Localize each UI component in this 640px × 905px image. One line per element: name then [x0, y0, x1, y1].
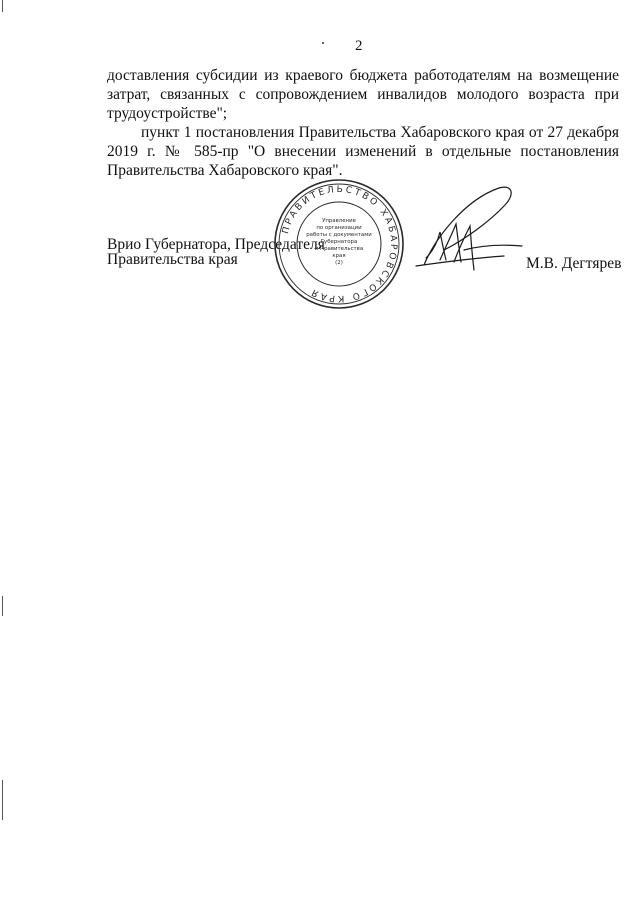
- scan-speck: [322, 42, 324, 44]
- signatory-name: М.В. Дегтярев: [526, 255, 622, 272]
- scan-edge-mark: [2, 0, 3, 12]
- scan-edge-mark: [2, 596, 3, 616]
- scan-edge-mark: [2, 780, 3, 820]
- svg-text:Управление: Управление: [322, 218, 356, 224]
- stamp-outer-text: ПРАВИТЕЛЬСТВО ХАБАРОВСКОГО КРАЯ: [280, 184, 399, 304]
- svg-text:работы с документами: работы с документами: [306, 232, 372, 238]
- svg-text:по организации: по организации: [316, 225, 362, 231]
- svg-text:края: края: [332, 253, 346, 259]
- signatory-position-line1: Врио Губернатора, Председателя: [107, 236, 325, 253]
- stamp-inner-text: [306, 218, 372, 266]
- body-paragraph-1: доставления субсидии из краевого бюджета работодателям на возмещение затрат, связанных с сопровождением инвалидов молодого возраста при трудоустройстве";: [107, 67, 619, 122]
- signatory-position-line2: Правительства края: [107, 251, 238, 268]
- svg-text:Губернатора: Губернатора: [320, 239, 358, 245]
- official-stamp: [272, 177, 406, 311]
- svg-text:(2): (2): [335, 260, 343, 266]
- body-paragraph-2: пункт 1 постановления Правительства Хабаровского края от 27 декабря 2019 г. № 585-пр "О внесении изменений в отдельные постановления Правительства Хабаровского края".: [107, 124, 619, 179]
- svg-text:и Правительства: и Правительства: [314, 246, 364, 252]
- page-number: 2: [355, 38, 363, 54]
- handwritten-signature: [404, 180, 524, 280]
